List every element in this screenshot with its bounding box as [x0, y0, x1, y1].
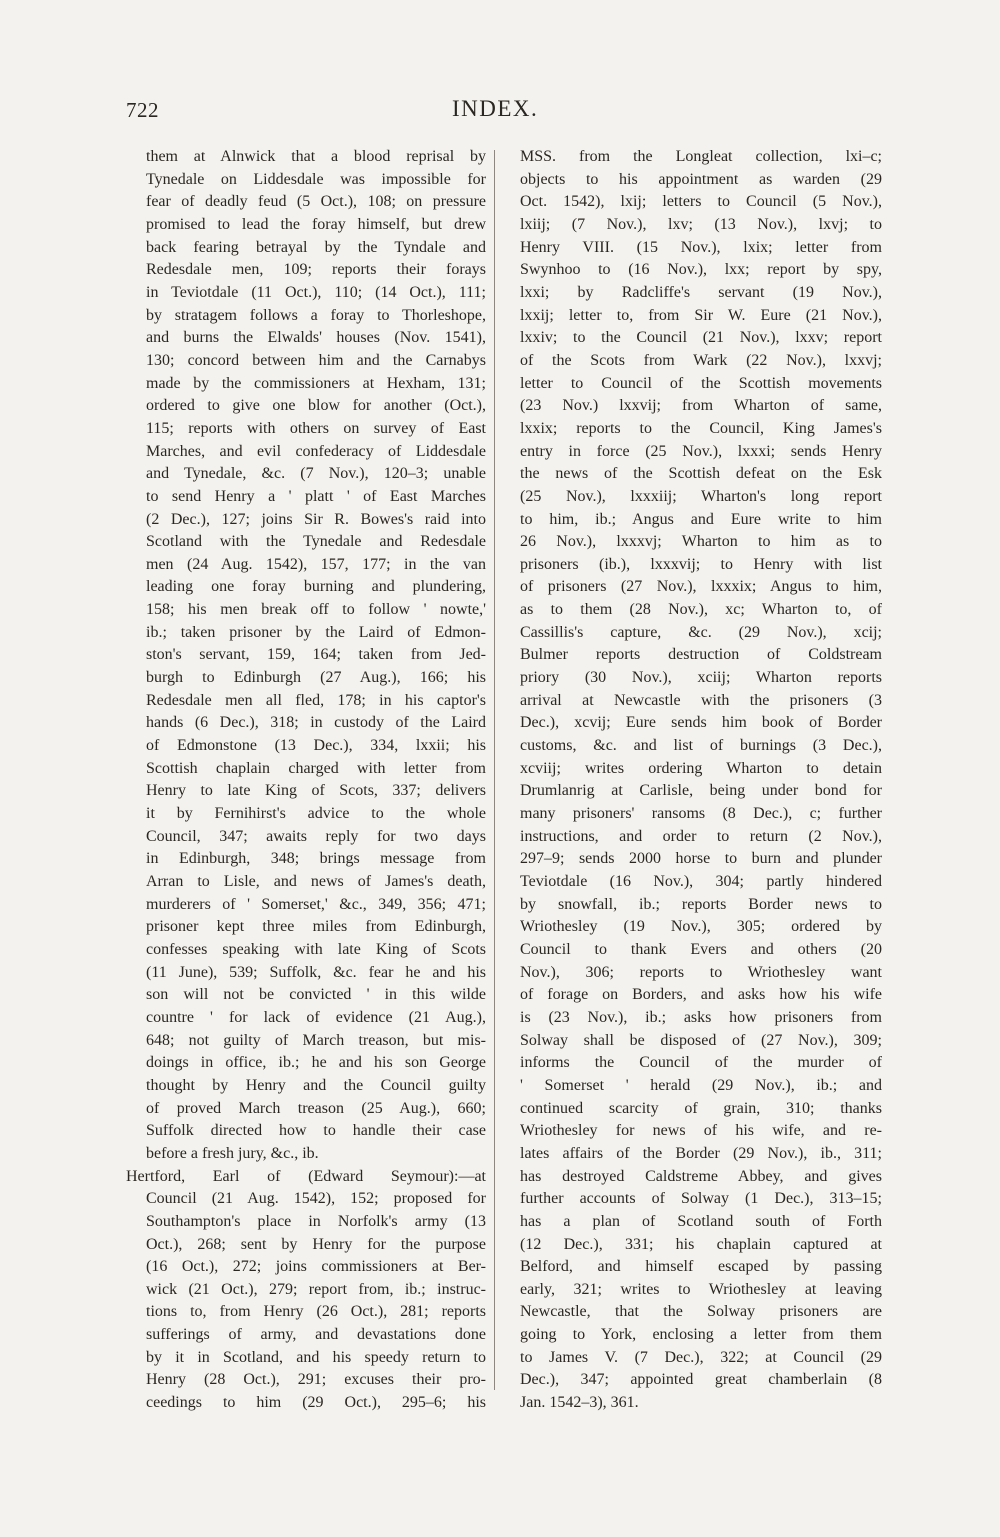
index-line: 115; reports with others on survey of East	[146, 419, 486, 437]
index-line: 648; not guilty of March treason, but mis-	[146, 1031, 486, 1049]
index-line: Swynhoo to (16 Nov.), lxx; report by spy,	[520, 261, 882, 279]
index-line: Henry to late King of Scots, 337; delivers	[146, 782, 486, 800]
index-line: son will not be convicted ' in this wilde	[146, 986, 486, 1004]
index-line: 26 Nov.), lxxxvj; Wharton to him as to	[520, 533, 882, 551]
index-line: Cassillis's capture, &c. (29 Nov.), xcij;	[520, 623, 882, 641]
index-line: it by Fernihirst's advice to the whole	[146, 805, 486, 823]
index-line: confesses speaking with late King of Scots	[146, 940, 486, 958]
index-line: the news of the Scottish defeat on the Esk	[520, 465, 882, 483]
index-line: ib.; taken prisoner by the Laird of Edmon-	[146, 623, 486, 641]
index-line: (16 Oct.), 272; joins commissioners at Ber-	[146, 1258, 486, 1276]
index-line: doings in office, ib.; he and his son George	[146, 1054, 486, 1072]
index-line: Marches, and evil confederacy of Liddesdale	[146, 442, 486, 460]
index-line: Teviotdale (16 Nov.), 304; partly hindered	[520, 873, 882, 890]
index-line: of Edmonstone (13 Dec.), 334, lxxii; his	[146, 737, 486, 755]
index-line: prisoner kept three miles from Edinburgh,	[146, 918, 486, 936]
index-line: as to them (28 Nov.), xc; Wharton to, of	[520, 601, 882, 619]
index-line: Henry (28 Oct.), 291; excuses their pro-	[146, 1371, 486, 1389]
index-line: Arran to Lisle, and news of James's death,	[146, 873, 486, 890]
index-line: promised to lead the foray himself, but drew	[146, 215, 486, 233]
index-line: Newcastle, that the Solway prisoners are	[520, 1303, 882, 1321]
index-line: in Teviotdale (11 Oct.), 110; (14 Oct.), 111;	[146, 283, 486, 301]
index-line: Bulmer reports destruction of Coldstream	[520, 646, 882, 664]
index-line: wick (21 Oct.), 279; report from, ib.; instruc-	[146, 1280, 486, 1298]
index-line: Scottish chaplain charged with letter from	[146, 759, 486, 777]
index-line: back fearing betrayal by the Tyndale and	[146, 238, 486, 256]
index-line: (11 June), 539; Suffolk, &c. fear he and his	[146, 963, 486, 981]
index-line: 158; his men break off to follow ' nowte,'	[146, 601, 486, 619]
index-line: customs, &c. and list of burnings (3 Dec.),	[520, 737, 882, 755]
index-line: (12 Dec.), 331; his chaplain captured at	[520, 1235, 882, 1253]
index-line: (2 Dec.), 127; joins Sir R. Bowes's raid into	[146, 510, 486, 528]
index-line: lxxij; letter to, from Sir W. Eure (21 Nov.),	[520, 306, 882, 324]
index-line: Hertford, Earl of (Edward Seymour):—at	[126, 1167, 486, 1185]
index-line: 297–9; sends 2000 horse to burn and plunder	[520, 850, 882, 868]
index-line: 130; concord between him and the Carnabys	[146, 351, 486, 369]
index-line: many prisoners' ransoms (8 Dec.), c; further	[520, 805, 882, 823]
index-line: hands (6 Dec.), 318; in custody of the Laird	[146, 714, 486, 732]
index-line: instructions, and order to return (2 Nov.),	[520, 827, 882, 845]
index-line: further accounts of Solway (1 Dec.), 313–15;	[520, 1190, 882, 1208]
index-line: has destroyed Caldstreme Abbey, and gives	[520, 1167, 882, 1185]
index-line: lxxix; reports to the Council, King James's	[520, 419, 882, 437]
index-line: thought by Henry and the Council guilty	[146, 1076, 486, 1094]
index-line: MSS. from the Longleat collection, lxi–c;	[520, 148, 882, 165]
index-line: (25 Nov.), lxxxiij; Wharton's long report	[520, 487, 882, 505]
index-line: burgh to Edinburgh (27 Aug.), 166; his	[146, 669, 486, 687]
index-line: by stratagem follows a foray to Thorleshope,	[146, 306, 486, 324]
index-line: ceedings to him (29 Oct.), 295–6; his	[146, 1394, 486, 1412]
index-line: Dec.), 347; appointed great chamberlain (8	[520, 1371, 882, 1389]
index-line: before a fresh jury, &c., ib.	[146, 1144, 319, 1162]
index-line: Belford, and himself escaped by passing	[520, 1258, 882, 1276]
index-line: lxxi; by Radcliffe's servant (19 Nov.),	[520, 283, 882, 301]
index-line: them at Alnwick that a blood reprisal by	[146, 148, 486, 165]
index-line: prisoners (ib.), lxxxvij; to Henry with list	[520, 555, 882, 573]
index-line: fear of deadly feud (5 Oct.), 108; on pressure	[146, 193, 486, 211]
index-line: men (24 Aug. 1542), 157, 177; in the van	[146, 555, 486, 573]
index-line: priory (30 Nov.), xciij; Wharton reports	[520, 669, 882, 687]
index-line: by it in Scotland, and his speedy return to	[146, 1348, 486, 1366]
index-line: leading one foray burning and plundering,	[146, 578, 486, 596]
index-line: Henry VIII. (15 Nov.), lxix; letter from	[520, 238, 882, 256]
index-line: Suffolk directed how to handle their case	[146, 1122, 486, 1140]
index-line: tions to, from Henry (26 Oct.), 281; reports	[146, 1303, 486, 1321]
index-line: to send Henry a ' platt ' of East Marches	[146, 487, 486, 505]
index-line: Wriothesley for news of his wife, and re-	[520, 1122, 882, 1140]
index-line: Oct. 1542), lxij; letters to Council (5 Nov.),	[520, 193, 882, 211]
index-line: to him, ib.; Angus and Eure write to him	[520, 510, 882, 528]
index-line: Redesdale men all fled, 178; in his captor's	[146, 691, 486, 709]
index-line: objects to his appointment as warden (29	[520, 170, 882, 188]
index-column-right	[520, 146, 882, 1415]
index-line: arrival at Newcastle with the prisoners (3	[520, 691, 882, 709]
index-line: Dec.), xcvij; Eure sends him book of Border	[520, 714, 882, 732]
index-line: lxxiv; to the Council (21 Nov.), lxxv; report	[520, 329, 882, 347]
index-line: Oct.), 268; sent by Henry for the purpose	[146, 1235, 486, 1253]
running-head: INDEX.	[452, 96, 539, 121]
index-line: entry in force (25 Nov.), lxxxi; sends Henry	[520, 442, 882, 460]
index-line: is (23 Nov.), ib.; asks how prisoners from	[520, 1008, 882, 1026]
index-line: ' Somerset ' herald (29 Nov.), ib.; and	[520, 1076, 882, 1094]
index-line: xcviij; writes ordering Wharton to detain	[520, 759, 882, 777]
index-line: letter to Council of the Scottish movements	[520, 374, 882, 392]
index-line: Wriothesley (19 Nov.), 305; ordered by	[520, 918, 882, 936]
index-line: made by the commissioners at Hexham, 131;	[146, 374, 486, 392]
index-line: in Edinburgh, 348; brings message from	[146, 850, 486, 868]
index-line: Tynedale on Liddesdale was impossible for	[146, 170, 486, 188]
index-column-left	[126, 146, 486, 1415]
index-line: countre ' for lack of evidence (21 Aug.),	[146, 1008, 486, 1026]
index-line: informs the Council of the murder of	[520, 1054, 882, 1072]
index-line: lxiij; (7 Nov.), lxv; (13 Nov.), lxvj; to	[520, 215, 882, 233]
index-line: Solway shall be disposed of (27 Nov.), 309;	[520, 1031, 882, 1049]
index-line: of prisoners (27 Nov.), lxxxix; Angus to him,	[520, 578, 882, 596]
index-line: has a plan of Scotland south of Forth	[520, 1212, 882, 1230]
index-line: ston's servant, 159, 164; taken from Jed-	[146, 646, 486, 664]
index-line: Drumlanrig at Carlisle, being under bond for	[520, 782, 882, 800]
column-divider	[494, 150, 495, 1390]
index-line: of proved March treason (25 Aug.), 660;	[146, 1099, 486, 1117]
index-line: of the Scots from Wark (22 Nov.), lxxvj;	[520, 351, 882, 369]
index-line: and Tynedale, &c. (7 Nov.), 120–3; unable	[146, 465, 486, 483]
index-line: sufferings of army, and devastations done	[146, 1326, 486, 1344]
index-line: Jan. 1542–3), 361.	[520, 1394, 639, 1412]
index-line: Nov.), 306; reports to Wriothesley want	[520, 963, 882, 981]
index-line: of forage on Borders, and asks how his wife	[520, 986, 882, 1004]
index-line: (23 Nov.) lxxvij; from Wharton of same,	[520, 397, 882, 415]
index-line: and burns the Elwalds' houses (Nov. 1541),	[146, 329, 486, 347]
index-line: to James V. (7 Dec.), 322; at Council (29	[520, 1348, 882, 1366]
index-line: early, 321; writes to Wriothesley at leaving	[520, 1280, 882, 1298]
index-line: murderers of ' Somerset,' &c., 349, 356; 471;	[146, 895, 486, 913]
index-line: Southampton's place in Norfolk's army (13	[146, 1212, 486, 1230]
index-line: Council (21 Aug. 1542), 152; proposed for	[146, 1190, 486, 1208]
index-line: lates affairs of the Border (29 Nov.), ib., 311;	[520, 1144, 882, 1162]
index-line: continued scarcity of grain, 310; thanks	[520, 1099, 882, 1117]
index-line: Redesdale men, 109; reports their forays	[146, 261, 486, 279]
index-line: ordered to give one blow for another (Oct.),	[146, 397, 486, 415]
index-line: Council to thank Evers and others (20	[520, 940, 882, 958]
index-line: Council, 347; awaits reply for two days	[146, 827, 486, 845]
page-number: 722	[126, 98, 159, 122]
index-line: going to York, enclosing a letter from them	[520, 1326, 882, 1344]
index-line: Scotland with the Tynedale and Redesdale	[146, 533, 486, 551]
index-line: by snowfall, ib.; reports Border news to	[520, 895, 882, 913]
